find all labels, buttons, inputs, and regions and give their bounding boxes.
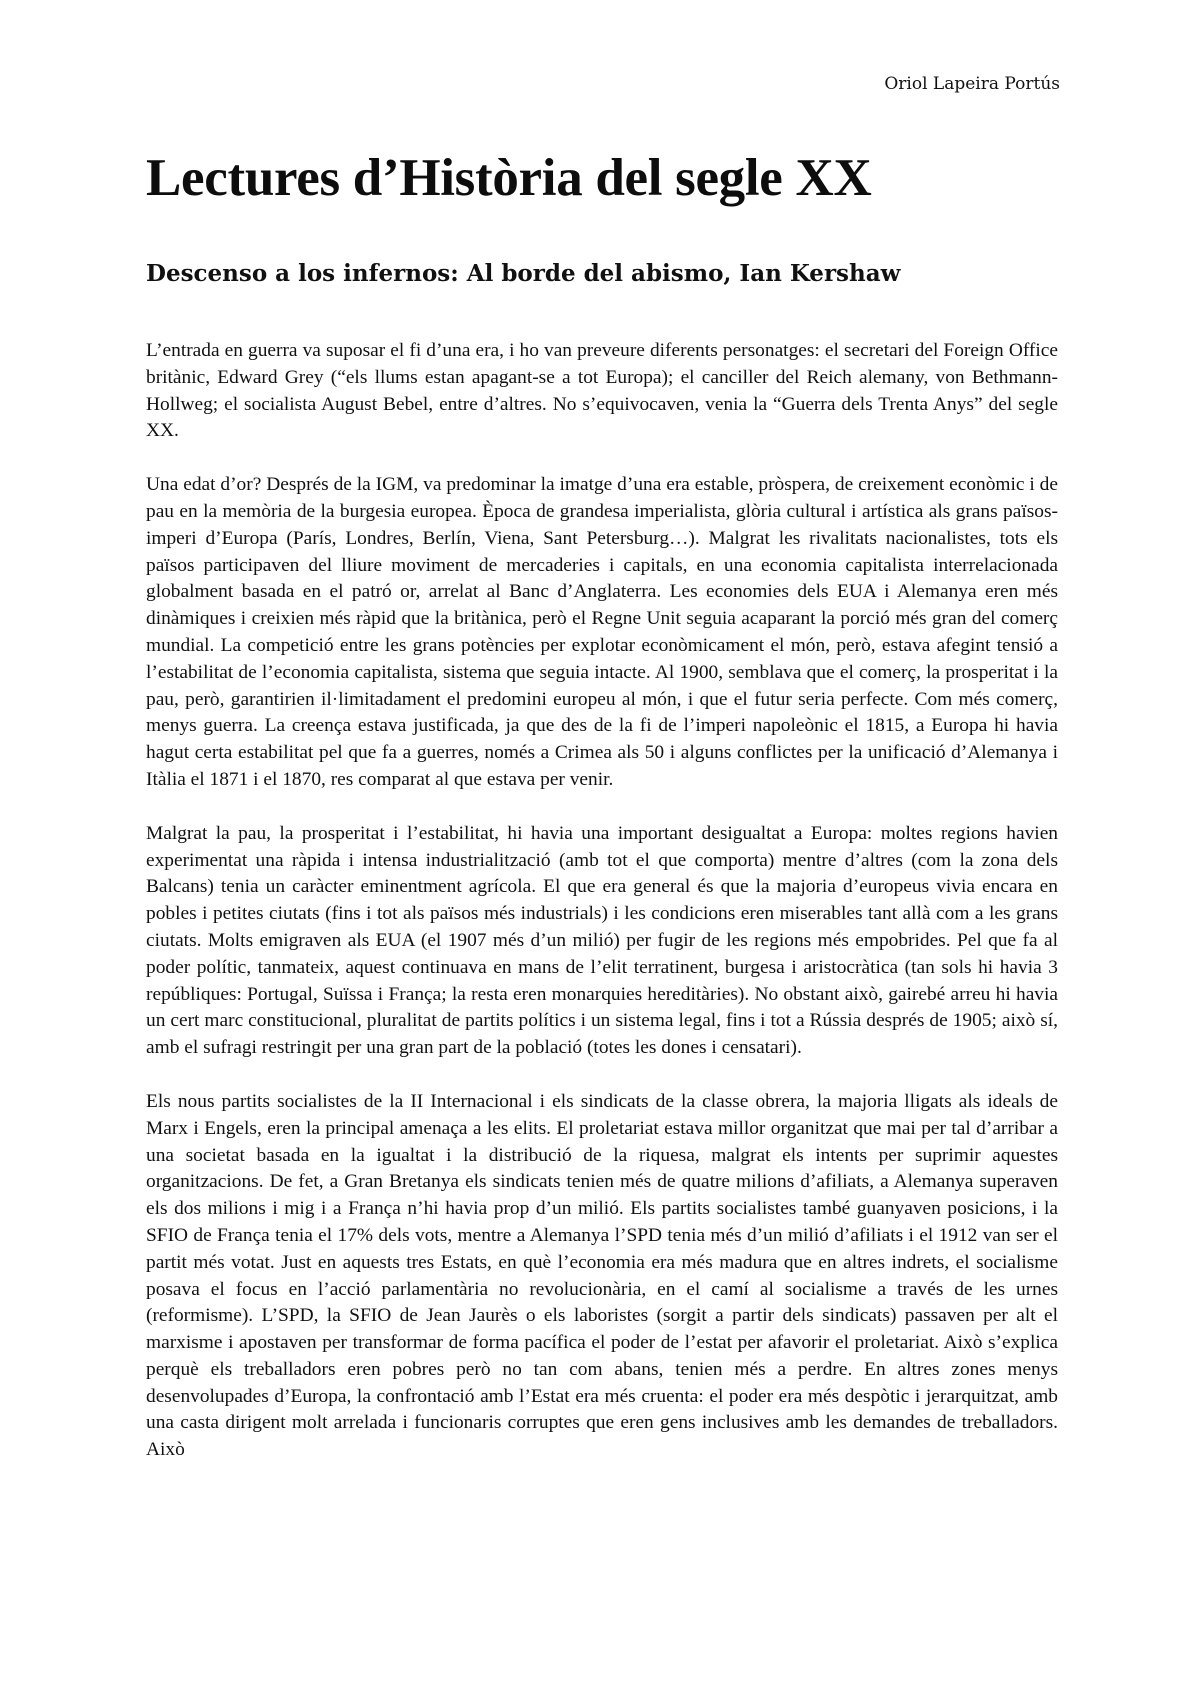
paragraph: Els nous partits socialistes de la II Internacional i els sindicats de la classe obrera, la majoria lligats als ideals de Marx i Engels, eren la principal amenaça a les elits. El proletariat estava millor organitzat que mai per tal d’arribar a una societat basada en la igualtat i la distribució de la riquesa, malgrat els intents per suprimir aquestes organitzacions. De fet, a Gran Bretanya els sindicats tenien més de quatre milions d’afiliats, a Alemanya superaven els dos milions i mig i a França n’hi havia prop d’un milió. Els partits socialistes també guanyaven posicions, i la SFIO de França tenia el 17% dels vots, mentre a Alemanya l’SPD tenia més d’un milió d’afiliats i el 1912 van ser el partit més votat. Just en aquests tres Estats, en què l’economia era més madura que en altres indrets, el socialisme posava el focus en l’acció parlamentària no revolucionària, en el camí al socialisme a través de les urnes (reformisme). L’SPD, la SFIO de Jean Jaurès o els laboristes (sorgit a partir dels sindicats) passaven per alt el marxisme i apostaven per transformar de forma pacífica el poder de l’estat per afavorir el proletariat. Això s’explica perquè els treballadors eren pobres però no tan com abans, tenien més a perdre. En altres zones menys desenvolupades d’Europa, la confrontació amb l’Estat era més cruenta: el poder era més despòtic i jerarquitzat, amb una casta dirigent molt arrelada i funcionaris corruptes que eren gens inclusives amb les demandes de treballadors. Això xyxy=(146,1090,1058,1461)
section-subtitle xyxy=(146,259,900,289)
page-title: Lectures d’Història del segle XX xyxy=(146,149,872,207)
subtitle-book-title: Descenso a los infernos: Al borde del abismo, xyxy=(146,260,732,287)
paragraph: Malgrat la pau, la prosperitat i l’estabilitat, hi havia una important desigualtat a Europa: moltes regions havien experimentat una ràpida i intensa industrialització (amb tot el que comporta) mentre d’altres (com la zona dels Balcans) tenia un caràcter eminentment agrícola. El que era general és que la majoria d’europeus vivia encara en pobles i petites ciutats (fins i tot als països més industrials) i les condicions eren miserables tant allà com a les grans ciutats. Molts emigraven als EUA (el 1907 més d’un milió) per fugir de les regions més empobrides. Pel que fa al poder polític, tanmateix, aquest continuava en mans de l’elit terratinent, burgesa i aristocràtica (tan sols hi havia 3 repúbliques: Portugal, Suïssa i França; la resta eren monarquies hereditàries). No obstant això, gairebé arreu hi havia un cert marc constitucional, pluralitat de partits polítics i un sistema legal, fins i tot a Rússia després de 1905; això sí, amb el sufragi restringit per una gran part de la població (totes les dones i censatari). xyxy=(146,822,1058,1059)
paragraph: Una edat d’or? Després de la IGM, va predominar la imatge d’una era estable, pròspera, de creixement econòmic i de pau en la memòria de la burgesia europea. Època de grandesa imperialista, glòria cultural i artística als grans països-imperi d’Europa (París, Londres, Berlín, Viena, Sant Petersburg…). Malgrat les rivalitats nacionalistes, tots els països participaven del lliure moviment de mercaderies i capitals, en una economia capitalista interrelacionada globalment basada en el patró or, arrelat al Banc d’Anglaterra. Les economies dels EUA i Alemanya eren més dinàmiques i creixien més ràpid que la britànica, però el Regne Unit seguia acaparant la porció més gran del comerç mundial. La competició entre les grans potències per explotar econòmicament el món, però, estava afegint tensió a l’estabilitat de l’economia capitalista, sistema que seguia intacte. Al 1900, semblava que el comerç, la prosperitat i la pau, però, garantirien il·limitadament el predomini europeu al món, i que el futur seria perfecte. Com més comerç, menys guerra. La creença estava justificada, ja que des de la fi de l’imperi napoleònic el 1815, a Europa hi havia hagut certa estabilitat pel que fa a guerres, només a Crimea als 50 i alguns conflictes per la unificació d’Alemanya i Itàlia el 1871 i el 1870, res comparat al que estava per venir. xyxy=(146,474,1058,790)
body-text xyxy=(146,338,1058,1491)
subtitle-book-author: Ian Kershaw xyxy=(731,260,901,287)
author-name: Oriol Lapeira Portús xyxy=(884,74,1060,94)
paragraph: L’entrada en guerra va suposar el fi d’una era, i ho van preveure diferents personatges: el secretari del Foreign Office britànic, Edward Grey (“els llums estan apagant-se a tot Europa); el canciller del Reich alemany, von Bethmann-Hollweg; el socialista August Bebel, entre d’altres. No s’equivocaven, venia la “Guerra dels Trenta Anys” del segle XX. xyxy=(146,340,1058,442)
